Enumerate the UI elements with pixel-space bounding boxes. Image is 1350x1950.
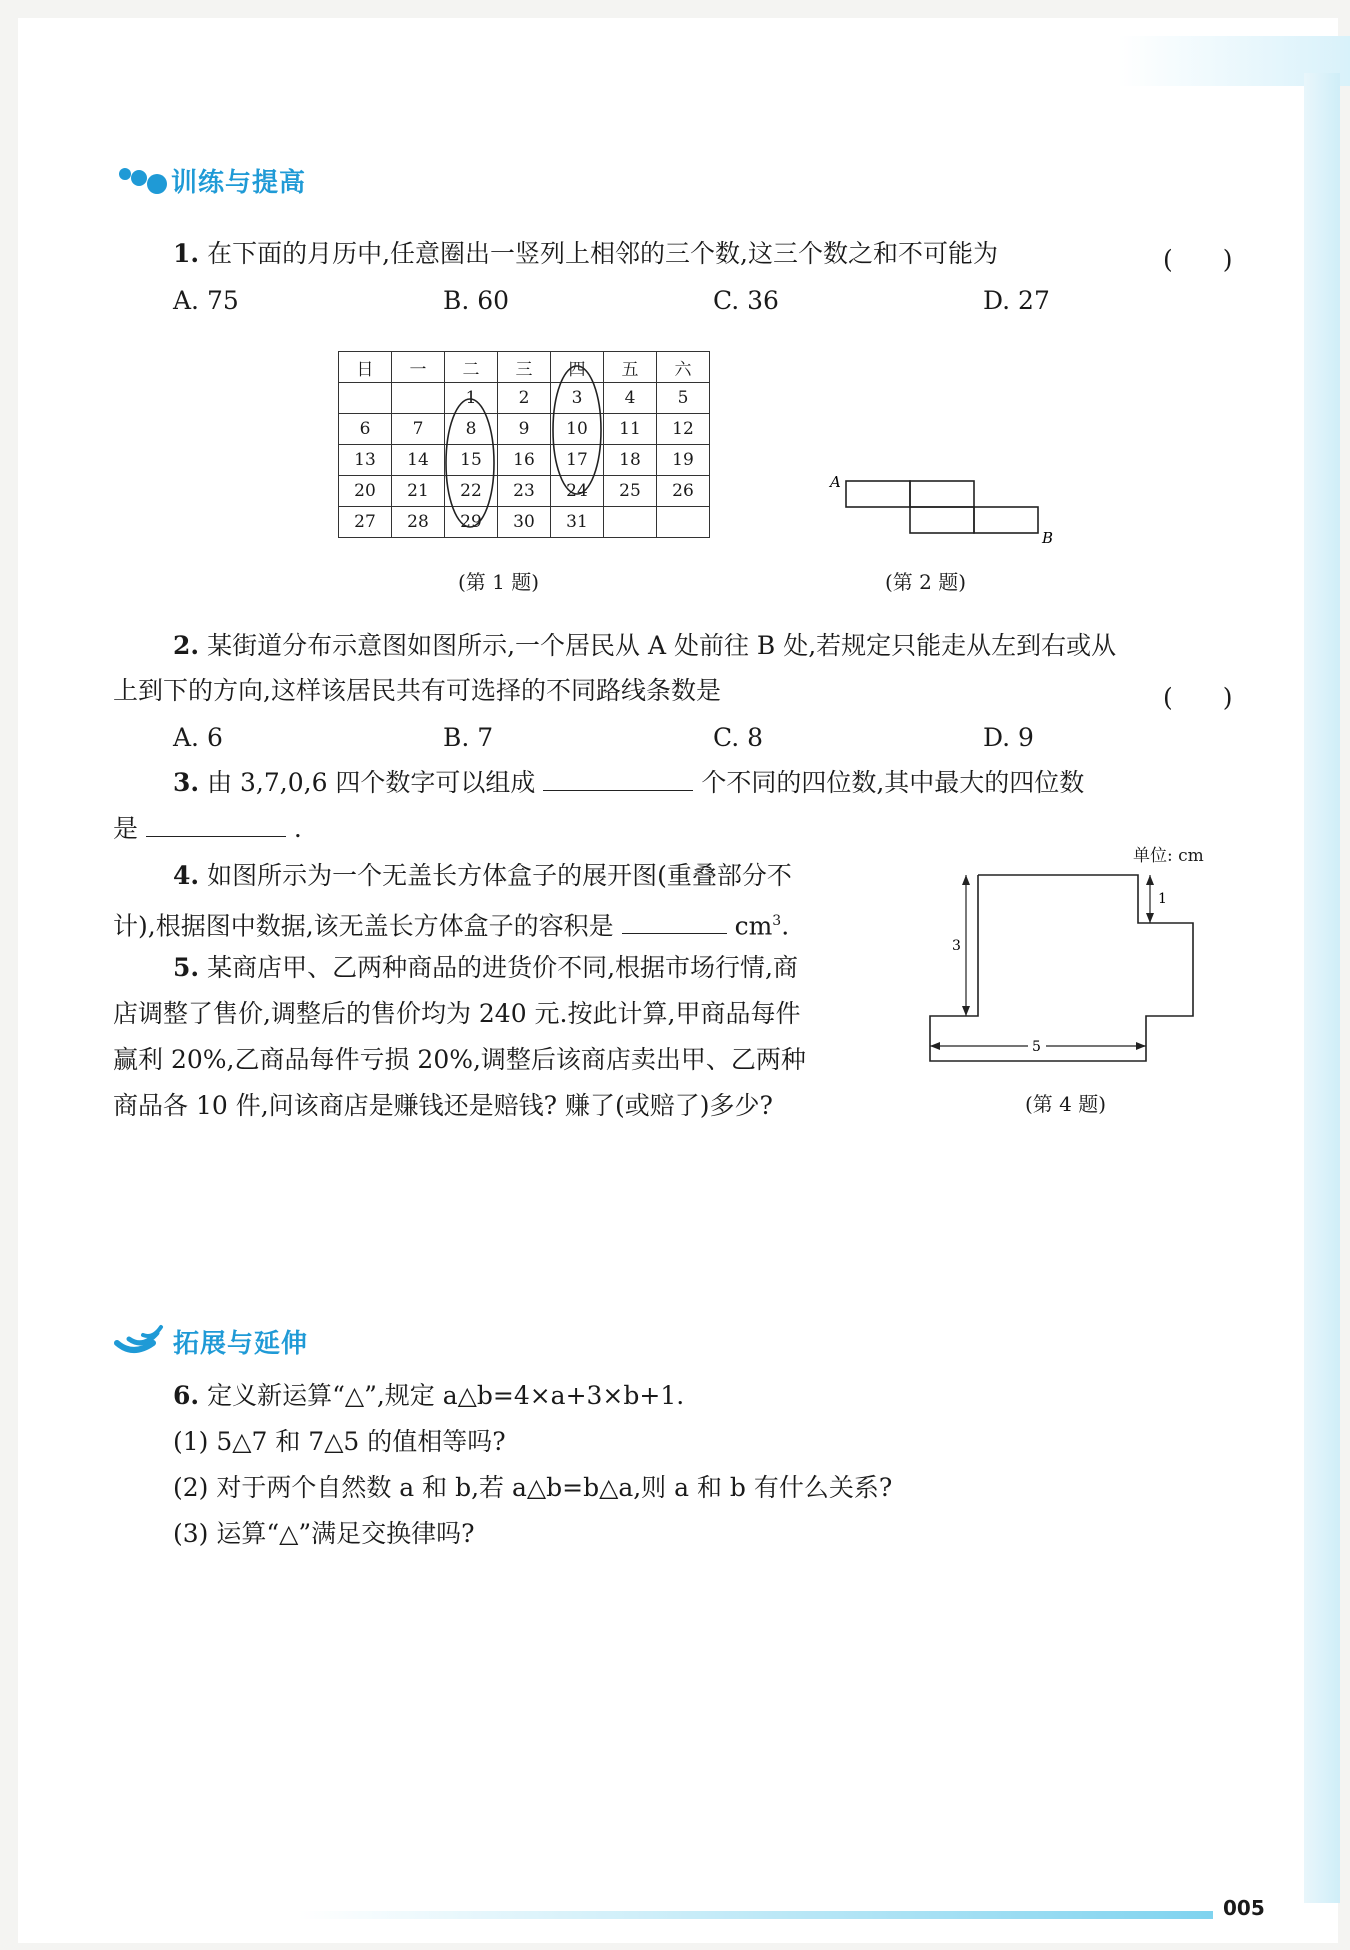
question-text: 是 xyxy=(113,814,139,843)
section-training-heading xyxy=(113,160,306,200)
label-a: A xyxy=(830,473,841,491)
question-3-line2 xyxy=(113,806,302,852)
label-b: B xyxy=(1042,529,1054,547)
answer-blank[interactable] xyxy=(622,907,727,934)
option-c: C. 36 xyxy=(713,286,779,315)
option-a: A. 75 xyxy=(173,286,239,315)
section-title: 拓展与延伸 xyxy=(173,1328,309,1359)
question-number: 6. xyxy=(173,1381,200,1410)
calendar-cell: 1 xyxy=(445,383,498,414)
question-6 xyxy=(173,1373,684,1419)
calendar-weekday: 二 xyxy=(445,352,498,383)
question-number: 5. xyxy=(173,953,200,982)
calendar-cell: 26 xyxy=(657,476,710,507)
answer-blank[interactable] xyxy=(146,810,286,837)
question-number: 1. xyxy=(173,239,200,268)
question-6-part1: (1) 5△7 和 7△5 的值相等吗? xyxy=(173,1427,506,1456)
calendar-weekday: 日 xyxy=(339,352,392,383)
calendar-cell: 12 xyxy=(657,414,710,445)
question-6-part2: (2) 对于两个自然数 a 和 b,若 a△b=b△a,则 a 和 b 有什么关系? xyxy=(173,1473,893,1502)
question-3 xyxy=(173,760,1084,806)
question-number: 2. xyxy=(173,631,200,660)
street-grid-figure xyxy=(808,463,1068,553)
caption-fig2: (第 2 题) xyxy=(885,570,967,594)
calendar-cell: 19 xyxy=(657,445,710,476)
calendar-cell: 5 xyxy=(657,383,710,414)
calendar-cell: 2 xyxy=(498,383,551,414)
question-text: 某街道分布示意图如图所示,一个居民从 A 处前往 B 处,若规定只能走从左到右或从 xyxy=(207,631,1117,660)
dim-5: 5 xyxy=(1032,1039,1041,1055)
calendar-circles xyxy=(338,351,718,551)
question-5-line2: 店调整了售价,调整后的售价均为 240 元.按此计算,甲商品每件 xyxy=(113,999,801,1028)
option-c: C. 8 xyxy=(713,723,764,752)
option-b: B. 7 xyxy=(443,723,494,752)
calendar-cell: 9 xyxy=(498,414,551,445)
page-number: 005 xyxy=(1223,1896,1265,1920)
circle-8-15-22 xyxy=(446,399,494,527)
question-text: 计),根据图中数据,该无盖长方体盒子的容积是 xyxy=(113,911,614,941)
calendar-weekday: 四 xyxy=(551,352,604,383)
unit-label: 单位: cm xyxy=(1133,846,1204,866)
calendar-cell: 28 xyxy=(392,507,445,538)
question-5-line4: 商品各 10 件,问该商店是赚钱还是赔钱? 赚了(或赔了)多少? xyxy=(113,1091,773,1120)
question-5 xyxy=(173,945,798,991)
option-b: B. 60 xyxy=(443,286,510,315)
calendar-cell: 16 xyxy=(498,445,551,476)
option-d: D. 27 xyxy=(983,286,1050,315)
answer-paren: ( ) xyxy=(1163,245,1233,274)
question-text: 如图所示为一个无盖长方体盒子的展开图(重叠部分不 xyxy=(207,861,792,890)
question-text: 由 3,7,0,6 四个数字可以组成 xyxy=(207,768,536,797)
calendar-cell: 29 xyxy=(445,507,498,538)
option-d: D. 9 xyxy=(983,723,1034,752)
caption-fig1: (第 1 题) xyxy=(458,570,540,594)
question-text: 在下面的月历中,任意圈出一竖列上相邻的三个数,这三个数之和不可能为 xyxy=(207,239,998,268)
question-text: 个不同的四位数,其中最大的四位数 xyxy=(701,768,1085,797)
calendar-weekday: 一 xyxy=(392,352,445,383)
calendar-cell: 27 xyxy=(339,507,392,538)
question-text: 某商店甲、乙两种商品的进货价不同,根据市场行情,商 xyxy=(207,953,798,982)
calendar-cell: 25 xyxy=(604,476,657,507)
calendar-cell: 7 xyxy=(392,414,445,445)
calendar-cell: 31 xyxy=(551,507,604,538)
question-text: . xyxy=(293,814,302,843)
question-text: . xyxy=(781,911,790,941)
question-text: 定义新运算“△”,规定 a△b=4×a+3×b+1. xyxy=(207,1381,685,1410)
caption-fig4: (第 4 题) xyxy=(1025,1092,1107,1116)
answer-blank[interactable] xyxy=(543,764,693,791)
question-4 xyxy=(173,853,792,899)
footer-line xyxy=(298,1911,1213,1919)
unit-exponent: 3 xyxy=(772,913,782,929)
calendar-cell: 22 xyxy=(445,476,498,507)
calendar-cell: 11 xyxy=(604,414,657,445)
calendar-cell: 3 xyxy=(551,383,604,414)
question-2-line2: 上到下的方向,这样该居民共有可选择的不同路线条数是 xyxy=(113,676,721,705)
calendar-cell: 15 xyxy=(445,445,498,476)
circle-3-10-17 xyxy=(553,366,601,494)
question-6-part3: (3) 运算“△”满足交换律吗? xyxy=(173,1519,475,1548)
dim-1: 1 xyxy=(1158,891,1167,907)
calendar-cell: 23 xyxy=(498,476,551,507)
question-2 xyxy=(173,623,1116,669)
calendar-cell: 20 xyxy=(339,476,392,507)
calendar-cell: 13 xyxy=(339,445,392,476)
page xyxy=(18,18,1338,1943)
section-title: 训练与提高 xyxy=(171,167,307,198)
calendar-cell: 30 xyxy=(498,507,551,538)
calendar-cell: 4 xyxy=(604,383,657,414)
unit-text: cm xyxy=(734,911,773,941)
wave-icon xyxy=(113,1321,173,1361)
calendar-cell: 24 xyxy=(551,476,604,507)
calendar-cell: 10 xyxy=(551,414,604,445)
question-number: 3. xyxy=(173,768,200,797)
right-decor-strip xyxy=(1304,73,1340,1903)
section-extension-heading xyxy=(113,1321,308,1361)
calendar-cell: 21 xyxy=(392,476,445,507)
calendar-weekday: 六 xyxy=(657,352,710,383)
calendar-cell: 8 xyxy=(445,414,498,445)
box-net-figure xyxy=(908,863,1208,1078)
calendar-weekday: 三 xyxy=(498,352,551,383)
question-4-line2 xyxy=(113,898,789,949)
option-a: A. 6 xyxy=(173,723,223,752)
question-5-line3: 赢利 20%,乙商品每件亏损 20%,调整后该商店卖出甲、乙两种 xyxy=(113,1045,806,1074)
question-1 xyxy=(173,231,998,277)
calendar-cell: 6 xyxy=(339,414,392,445)
calendar-weekday: 五 xyxy=(604,352,657,383)
dim-3: 3 xyxy=(952,938,961,954)
answer-paren: ( ) xyxy=(1163,683,1233,712)
calendar-cell: 18 xyxy=(604,445,657,476)
question-number: 4. xyxy=(173,861,200,890)
calendar-cell: 14 xyxy=(392,445,445,476)
calendar-cell: 17 xyxy=(551,445,604,476)
